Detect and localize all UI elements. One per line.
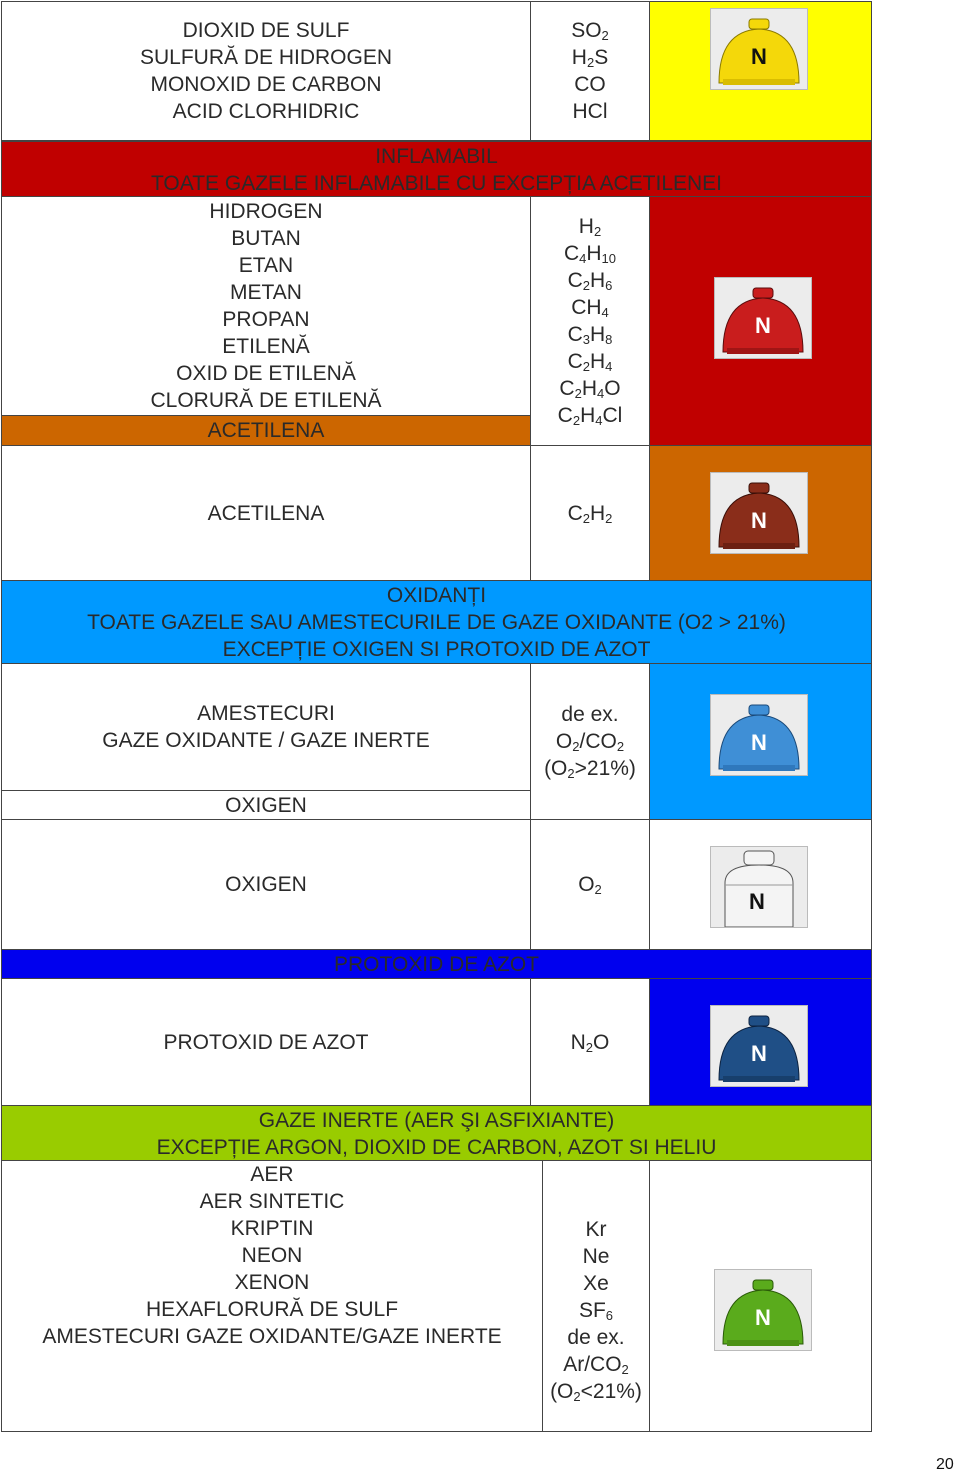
section-header-line: OXIDANȚI	[386, 584, 487, 607]
maroon-cylinder-cap-icon	[710, 472, 808, 554]
red-cylinder-cap-icon	[714, 277, 812, 359]
chemical-formula	[568, 267, 613, 294]
gas-name: CLORURĂ DE ETILENĂ	[150, 389, 382, 412]
cap-letter: N	[751, 730, 767, 755]
oxygen-header	[1, 790, 531, 820]
acetylene-name: ACETILENA	[207, 501, 325, 525]
acetylene-header	[1, 415, 531, 446]
inert-formulas-cell	[542, 1160, 650, 1432]
formula-text: H	[590, 323, 606, 346]
formula-subscript: 4	[595, 413, 603, 428]
chemical-formula	[574, 71, 606, 98]
formula-text: SF	[578, 1299, 606, 1322]
formula-text: H	[590, 501, 606, 525]
chemical-formula	[571, 17, 609, 44]
formula-subscript: 8	[605, 332, 613, 347]
formula-subscript: 6	[605, 278, 613, 293]
chemical-formula	[583, 1243, 610, 1270]
oxygen-name-cell	[1, 819, 531, 950]
chemical-formula	[563, 1351, 629, 1378]
formula-text: SO	[571, 19, 602, 42]
chemical-formula	[586, 1216, 607, 1243]
nitrous-color-cell	[649, 978, 872, 1106]
chemical-formula	[568, 348, 613, 375]
nitrous-name: PROTOXID DE AZOT	[163, 1030, 369, 1054]
chemical-formula	[568, 500, 613, 527]
formula-text: O	[555, 730, 573, 753]
white-cylinder-cap-icon	[710, 846, 808, 928]
chemical-formula	[550, 1378, 642, 1405]
formula-subscript: 4	[579, 251, 587, 266]
toxic-names-cell	[1, 1, 531, 141]
formula-subscript: 2	[582, 510, 590, 526]
formula-text: H	[590, 269, 606, 292]
gas-name: NEON	[241, 1244, 303, 1267]
formula-text: de ex.	[561, 703, 619, 726]
gas-name: METAN	[230, 281, 302, 304]
chemical-formula	[568, 321, 613, 348]
formula-text: de ex.	[567, 1326, 625, 1349]
formula-text: /CO	[579, 730, 617, 753]
gas-name: ETILENĂ	[222, 335, 310, 358]
gas-name: XENON	[234, 1271, 310, 1294]
formula-text: Ne	[582, 1245, 610, 1268]
chemical-formula	[561, 701, 618, 728]
formula-text: <21%)	[580, 1380, 642, 1403]
gas-name: GAZE OXIDANTE / GAZE INERTE	[102, 729, 430, 752]
gas-name: HIDROGEN	[209, 200, 323, 223]
toxic-formulas-cell	[530, 1, 650, 141]
formula-text: O	[578, 873, 595, 896]
formula-subscript: 2	[582, 278, 590, 293]
formula-subscript: 10	[601, 251, 617, 266]
formula-subscript: 2	[594, 882, 602, 897]
formula-text: S	[594, 46, 609, 69]
formula-text: H	[580, 404, 596, 427]
chemical-formula	[564, 240, 616, 267]
gas-name: AMESTECURI GAZE OXIDANTE/GAZE INERTE	[42, 1325, 502, 1348]
formula-text: >21%)	[574, 757, 636, 780]
formula-text: C	[567, 350, 583, 373]
gas-name: BUTAN	[231, 227, 301, 250]
toxic-color-cell	[649, 1, 872, 141]
navy-cylinder-cap-icon	[710, 1005, 808, 1087]
formula-text: O	[604, 377, 621, 400]
gas-name: ACID CLORHIDRIC	[172, 100, 360, 123]
flammable-header	[1, 141, 872, 197]
gas-name: OXID DE ETILENĂ	[176, 362, 356, 385]
gas-name: KRIPTIN	[230, 1217, 314, 1240]
acetylene-name-cell	[1, 445, 531, 581]
chemical-formula	[571, 294, 609, 321]
formula-subscript: 2	[586, 55, 595, 70]
cap-letter: N	[751, 1041, 767, 1066]
formula-text: Ar/CO	[563, 1353, 622, 1376]
formula-text: HCl	[572, 100, 608, 123]
flammable-color-cell	[649, 196, 872, 446]
cap-letter: N	[755, 1305, 771, 1330]
formula-text: H	[586, 242, 602, 265]
chemical-formula	[578, 871, 602, 898]
page-number: 20	[936, 1456, 954, 1473]
gas-name: SULFURĂ DE HIDROGEN	[139, 46, 393, 69]
oxygen-color-cell	[649, 819, 872, 950]
gas-name: AER SINTETIC	[199, 1190, 345, 1213]
formula-text: N	[570, 1030, 586, 1054]
formula-text: C	[557, 404, 573, 427]
formula-text: C	[567, 501, 583, 525]
formula-text: C	[563, 242, 580, 265]
formula-subscript: 4	[601, 305, 609, 320]
section-header-line: TOATE GAZELE SAU AMESTECURILE DE GAZE OXIDANTE (O2 > 21%)	[87, 611, 786, 634]
formula-subscript: 2	[616, 739, 625, 754]
formula-text: H	[590, 350, 606, 373]
cap-letter: N	[751, 508, 767, 533]
cap-letter: N	[751, 44, 767, 69]
green-cylinder-cap-icon	[714, 1269, 812, 1351]
nitrous-header	[1, 949, 872, 979]
formula-text: CO	[574, 73, 606, 96]
formula-subscript: 2	[574, 386, 582, 401]
formula-text: C	[559, 377, 575, 400]
formula-subscript: 2	[593, 224, 602, 239]
formula-subscript: 2	[621, 1362, 629, 1377]
formula-subscript: 2	[573, 1389, 581, 1404]
chemical-formula	[558, 402, 623, 429]
oxidants-formulas-cell	[530, 663, 650, 820]
formula-text: Xe	[583, 1272, 609, 1295]
nitrous-formula-cell	[530, 978, 650, 1106]
chemical-formula	[579, 1297, 613, 1324]
formula-text: H	[578, 215, 594, 238]
formula-text: H	[581, 377, 597, 400]
chemical-formula	[573, 98, 608, 125]
formula-subscript: 2	[601, 28, 609, 43]
formula-subscript: 4	[597, 386, 605, 401]
formula-subscript: 3	[582, 332, 590, 347]
chemical-formula	[579, 213, 601, 240]
oxygen-name: OXIGEN	[225, 873, 307, 896]
formula-text: (O	[544, 757, 568, 780]
nitrous-name-cell	[1, 978, 531, 1106]
flammable-formulas-cell	[530, 196, 650, 446]
oxidants-names-cell	[1, 663, 531, 791]
oxidants-color-cell	[649, 663, 872, 820]
gas-name: AER	[250, 1163, 294, 1186]
formula-subscript: 2	[572, 739, 580, 754]
gas-name: PROPAN	[222, 308, 310, 331]
oxygen-header-text: OXIGEN	[225, 793, 307, 817]
section-header-line: EXCEPȚIE ARGON, DIOXID DE CARBON, AZOT SI HELIU	[156, 1136, 717, 1159]
nitrous-header-text: PROTOXID DE AZOT	[334, 952, 539, 976]
section-header-line: EXCEPȚIE OXIGEN SI PROTOXID DE AZOT	[222, 638, 651, 661]
formula-text: Cl	[602, 404, 623, 427]
formula-text: O	[593, 1030, 610, 1054]
formula-subscript: 2	[605, 510, 613, 526]
gas-name: DIOXID DE SULF	[182, 19, 350, 42]
chemical-formula	[583, 1270, 609, 1297]
oxidants-header	[1, 580, 872, 664]
formula-subscript: 4	[605, 359, 613, 374]
formula-text: C	[567, 269, 583, 292]
chemical-formula	[567, 1324, 624, 1351]
formula-text: CH	[571, 296, 602, 319]
oxygen-formula-cell	[530, 819, 650, 950]
chemical-formula	[556, 728, 624, 755]
formula-text: C	[567, 323, 583, 346]
section-header-line: GAZE INERTE (AER ŞI ASFIXIANTE)	[258, 1109, 615, 1132]
formula-subscript: 2	[585, 1039, 594, 1055]
inert-color-cell	[649, 1160, 872, 1432]
flammable-names-cell	[1, 196, 531, 416]
gas-name: AMESTECURI	[197, 702, 335, 725]
gas-name: MONOXID DE CARBON	[150, 73, 382, 96]
yellow-cylinder-cap-icon	[710, 8, 808, 90]
formula-subscript: 2	[572, 413, 581, 428]
light-blue-cylinder-cap-icon	[710, 694, 808, 776]
acetylene-color-cell	[649, 445, 872, 581]
formula-text: H	[571, 46, 587, 69]
chemical-formula	[572, 44, 608, 71]
acetylene-header-text: ACETILENA	[207, 419, 325, 442]
formula-subscript: 6	[605, 1308, 614, 1323]
section-header-line: INFLAMABIL	[375, 145, 498, 168]
gas-name: HEXAFLORURĂ DE SULF	[145, 1298, 399, 1321]
cap-letter: N	[755, 313, 771, 338]
chemical-formula	[559, 375, 620, 402]
formula-subscript: 2	[567, 766, 575, 781]
acetylene-formula-cell	[530, 445, 650, 581]
chemical-formula	[571, 1029, 610, 1056]
inert-names-cell	[1, 1160, 543, 1432]
formula-subscript: 2	[582, 359, 590, 374]
cap-letter: N	[749, 889, 765, 914]
chemical-formula	[544, 755, 636, 782]
section-header-line: TOATE GAZELE INFLAMABILE CU EXCEPȚIA ACETILENEI	[150, 172, 723, 195]
formula-text: Kr	[585, 1218, 607, 1241]
inert-header	[1, 1105, 872, 1161]
gas-name: ETAN	[238, 254, 294, 277]
formula-text: (O	[550, 1380, 574, 1403]
